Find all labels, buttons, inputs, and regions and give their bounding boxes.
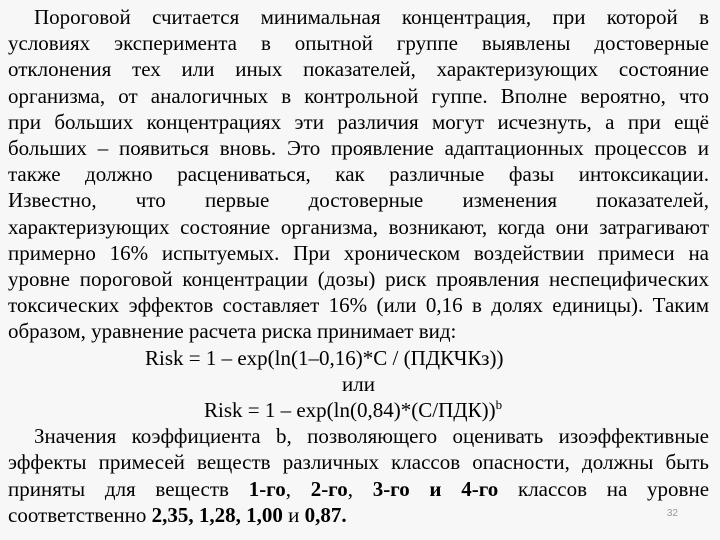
- coefficient-values: 2,35, 1,28, 1,00: [151, 502, 283, 527]
- document-text: [8, 4, 709, 528]
- line-text: и: [282, 502, 305, 527]
- risk-formula-2-main: Risk = 1 – exp(ln(0,84)*(C/ПДК)): [204, 398, 496, 423]
- text-line: характеризующих состояние организма, возникают, когда они затрагивают: [8, 214, 709, 239]
- text-line: Известно, что первые достоверные изменения показателей,: [8, 188, 709, 213]
- line-text: и: [409, 476, 462, 501]
- text-line: эффекты примесей веществ различных классов опасности, должны быть: [8, 450, 709, 475]
- line-text: ,: [285, 476, 311, 501]
- text-line: Пороговой считается минимальная концентрация, при которой в: [34, 5, 709, 29]
- line-text: .: [341, 502, 347, 527]
- text-line: условиях эксперимента в опытной группе выявлены достоверные: [8, 31, 709, 56]
- text-line: уровне пороговой концентрации (дозы) риск проявления неспецифических: [8, 267, 709, 292]
- line-text: приняты для веществ: [8, 476, 249, 501]
- line-text: соответственно: [8, 502, 152, 527]
- exponent-b: b: [495, 397, 503, 413]
- text-line: больших – появиться вновь. Это проявление адаптационных процессов и: [8, 136, 709, 161]
- page-number: 32: [666, 508, 678, 519]
- text-line: также должно расцениваться, как различные фазы интоксикации.: [8, 162, 709, 187]
- text-line: отклонения тех или иных показателей, характеризующих состояние: [8, 57, 709, 82]
- text-line: при больших концентрациях эти различия могут исчезнуть, а при ещё: [8, 109, 709, 134]
- text-line: [8, 502, 709, 528]
- formula-connector: или: [342, 371, 375, 396]
- text-line: [8, 476, 709, 502]
- paragraph-1: [8, 4, 709, 345]
- hazard-class-2: 2-го: [310, 476, 348, 501]
- hazard-class-3: 3-го: [372, 476, 410, 501]
- line-text: классов на уровне: [498, 476, 709, 501]
- line-text: ,: [347, 476, 373, 501]
- text-line: образом, уравнение расчета риска принимает вид:: [8, 319, 457, 344]
- text-line: примерно 16% испытуемых. При хроническом воздействии примеси на: [8, 240, 709, 265]
- coefficient-last-value: 0,87: [304, 502, 342, 527]
- paragraph-2: [8, 423, 709, 528]
- hazard-class-1: 1-го: [248, 476, 286, 501]
- text-line: токсических эффектов составляет 16% (или 0,16 в долях единицы). Таким: [8, 293, 709, 318]
- formula-block: [8, 345, 709, 424]
- risk-formula-2: [8, 397, 709, 423]
- risk-formula-1: Risk = 1 – exp(ln(1–0,16)*C / (ПДКЧКз)): [145, 345, 504, 370]
- text-line: Значения коэффициента b, позволяющего оценивать изоэффективные: [34, 424, 709, 449]
- text-line: организма, от аналогичных в контрольной гуппе. Вполне вероятно, что: [8, 83, 709, 108]
- hazard-class-4: 4-го: [461, 476, 499, 501]
